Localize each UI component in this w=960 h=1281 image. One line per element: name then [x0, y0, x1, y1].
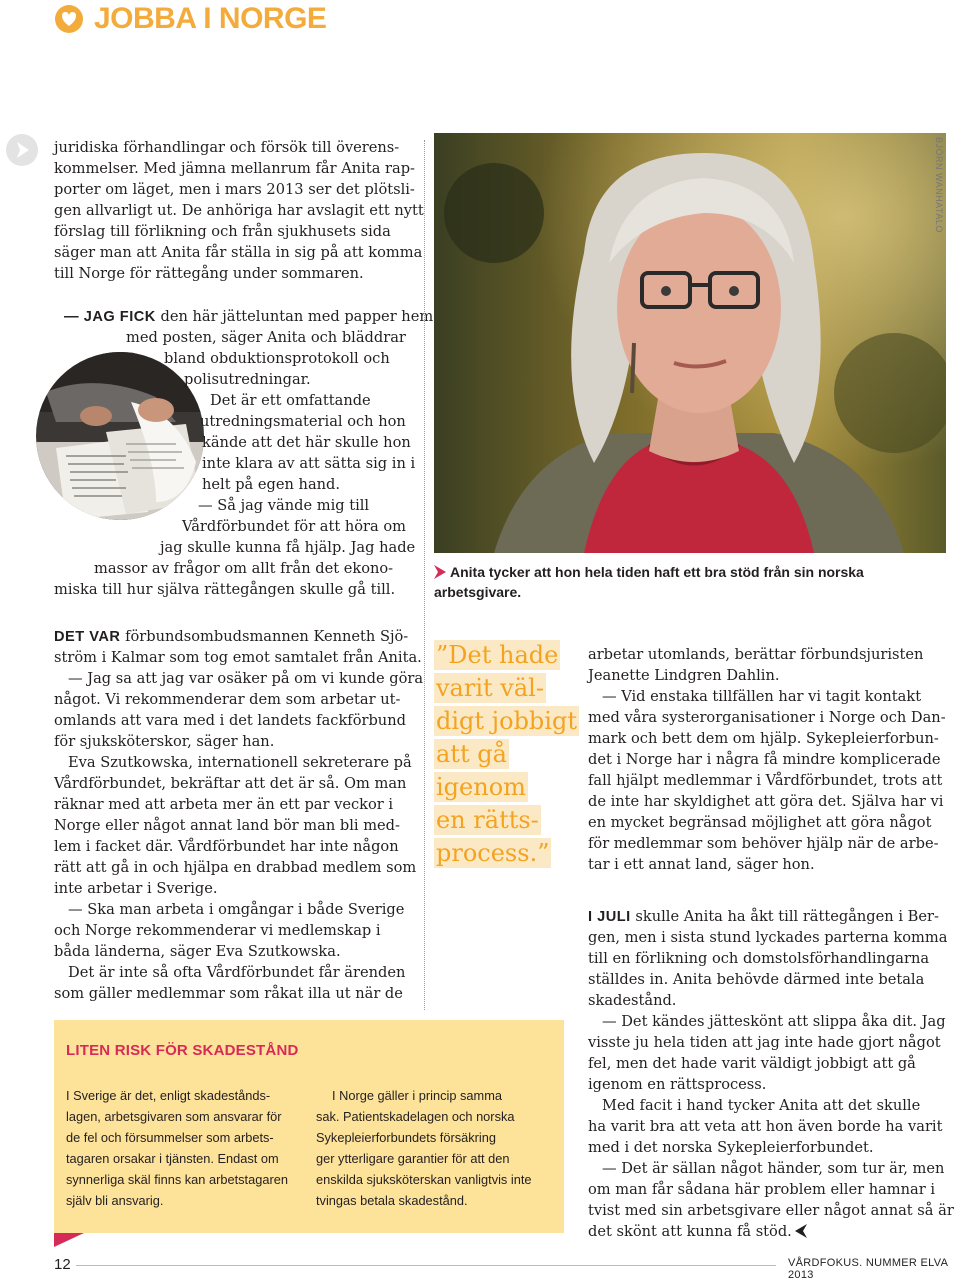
text-fragment: skulle Anita ha åkt till rättegången i Ber-	[630, 908, 939, 925]
text-line: lem i facket där. Vårdförbundet har inte någon	[54, 838, 399, 855]
text-line	[64, 306, 434, 327]
wrap-paragraph	[54, 306, 434, 600]
paragraph-gap	[588, 875, 948, 906]
text-line: — Det är sällan något händer, som tur är, men	[602, 1160, 945, 1177]
top-paragraph	[54, 137, 424, 284]
text-line: jag skulle kunna få hjälp. Jag hade	[160, 539, 416, 556]
text-line: tvist med sin arbetsgivare eller något annat så är	[588, 1202, 954, 1219]
text-line: till en förlikning och domstolsförhandlingarna	[588, 950, 930, 967]
text-line: massor av frågor om allt från det ekono-	[94, 560, 394, 577]
text-line: det i Norge har i några få mindre komplicerade	[588, 751, 941, 768]
publication-footer: VÅRDFOKUS. NUMMER ELVA 2013	[788, 1257, 948, 1281]
text-line: igenom en rättsprocess.	[588, 1076, 767, 1093]
quote-line: en rätts-	[436, 806, 539, 834]
text-line: enskilda sjuksköterskan vanligtvis inte	[316, 1172, 532, 1187]
text-line: med posten, säger Anita och bläddrar	[126, 329, 406, 346]
text-line: ställdes in. Anita behövde därmed inte betala	[588, 971, 925, 988]
section-title: JOBBA I NORGE	[94, 2, 327, 35]
text-line: I Sverige är det, enligt skadestånds-	[66, 1088, 271, 1103]
text-line: för sjuksköterskor, säger han.	[54, 733, 275, 750]
end-of-article-icon	[795, 1224, 807, 1238]
text-line: de fel och försummelser som arbets-	[66, 1130, 274, 1145]
text-line: förslag till förlikning och från sjukhusets sida	[54, 223, 391, 240]
lead-in: JAG FICK	[83, 309, 156, 325]
column-divider	[424, 140, 425, 1010]
text-line: med våra systerorganisationer i Norge och Dan-	[588, 709, 946, 726]
text-fragment: den här jätteluntan med papper hem	[155, 308, 434, 325]
text-line: Vårdförbundet för att höra om	[182, 518, 407, 535]
text-line	[54, 626, 424, 647]
text-line: inte klara av att sätta sig in i	[202, 455, 416, 472]
text-line: I Norge gäller i princip samma	[332, 1088, 502, 1103]
text-line: sak. Patientskadelagen och norska	[316, 1109, 515, 1124]
text-line: tvingas betala skadestånd.	[316, 1193, 468, 1208]
text-line: Jeanette Lindgren Dahlin.	[588, 667, 780, 684]
text-line: båda länderna, säger Eva Szutkowska.	[54, 943, 341, 960]
text-line: synnerliga skäl finns kan arbetstagaren	[66, 1172, 288, 1187]
lead-in: I JULI	[588, 909, 631, 925]
text-line: utredningsmaterial och hon	[200, 413, 406, 430]
quote-line: igenom	[436, 773, 526, 801]
page-number: 12	[54, 1256, 71, 1273]
pull-quote	[434, 640, 584, 871]
text-line: gen, men i sista stund lyckades parterna komma	[588, 929, 948, 946]
text-line: kände att det här skulle hon	[202, 434, 411, 451]
factbox-tab-icon	[54, 1233, 84, 1247]
quote-line: ”Det hade	[436, 641, 559, 669]
text-line	[588, 906, 948, 927]
text-line: kommelser. Med jämna mellanrum får Anita rap-	[54, 160, 415, 177]
text-line: porter om läget, men i mars 2013 ser det plötsli-	[54, 181, 415, 198]
text-line: som gäller medlemmar som råkat illa ut när de	[54, 985, 403, 1002]
text-line: Eva Szutkowska, internationell sekreterare på	[68, 754, 412, 771]
article-column-3	[588, 644, 954, 1242]
text-line: om man får sådana här problem eller hamnar i	[588, 1181, 936, 1198]
section-header	[54, 2, 326, 36]
text-line: Vårdförbundet, bekräftar att det är så. Om man	[54, 775, 407, 792]
text-line: och Norge rekommenderar vi medlemskap i	[54, 922, 381, 939]
article-column-1	[54, 626, 424, 1004]
continuation-chevron-icon	[5, 133, 39, 167]
text-line: ger ytterligare garantier för att den	[316, 1151, 510, 1166]
quote-line: process.”	[436, 839, 550, 867]
lead-dash: —	[64, 309, 80, 325]
caption-arrow-icon	[434, 565, 446, 579]
text-line: med i det norska Sykepleierforbundet.	[588, 1139, 874, 1156]
text-line: Norge eller något annat land bör man bli med-	[54, 817, 400, 834]
text-line: tar i ett annat land, säger hon.	[588, 856, 815, 873]
text-line: rätt att gå in och hjälpa en drabbad medlem som	[54, 859, 417, 876]
caption-text: Anita tycker att hon hela tiden haft ett bra stöd från sin norska arbetsgivare.	[434, 564, 864, 600]
quote-line: att gå	[436, 740, 507, 768]
text-line: helt på egen hand.	[202, 476, 341, 493]
text-line: tagaren orsakar i tjänsten. Endast om	[66, 1151, 279, 1166]
text-line: omlands att vara med i det landets fackförbund	[54, 712, 406, 729]
lead-in: DET VAR	[54, 629, 121, 645]
text-line: själv bli ansvarig.	[66, 1193, 164, 1208]
text-line: för medlemmar som behöver hjälp när de arbe-	[588, 835, 939, 852]
text-line: lagen, arbetsgivaren som ansvarar för	[66, 1109, 282, 1124]
footer-rule	[76, 1265, 776, 1266]
text-line: ström i Kalmar som tog emot samtalet från Anita.	[54, 649, 422, 666]
text-line: skadestånd.	[588, 992, 677, 1009]
text-line: miska till hur själva rättegången skulle gå till.	[54, 581, 396, 598]
text-line: mark och bett dem om hjälp. Sykepleierforbun-	[588, 730, 939, 747]
text-line: till Norge för rättegång under sommaren.	[54, 265, 364, 282]
portrait-photo	[434, 133, 946, 553]
text-line: räknar med att arbeta mer än ett par veckor i	[54, 796, 394, 813]
text-line: Med facit i hand tycker Anita att det skulle	[602, 1097, 921, 1114]
text-line: ha varit bra att veta att hon även borde ha varit	[588, 1118, 943, 1135]
photo-credit: BJÖRN WANHATALO	[934, 137, 944, 233]
text-line: — Så jag vände mig till	[198, 497, 370, 514]
text-fragment: det skönt att kunna få stöd.	[588, 1223, 792, 1240]
text-line: något. Vi rekommenderar dem som arbetar ut-	[54, 691, 401, 708]
text-line	[588, 1221, 948, 1242]
text-line: — Vid enstaka tillfällen har vi tagit kontakt	[602, 688, 922, 705]
text-line: polisutredningar.	[184, 371, 311, 388]
text-line: de inte har skyldighet att göra det. Själva har vi	[588, 793, 944, 810]
quote-line: digt jobbigt	[436, 707, 577, 735]
photo-caption	[434, 562, 944, 602]
text-line: säger man att Anita får ställa in sig på att komma	[54, 244, 423, 261]
text-line: — Jag sa att jag var osäker på om vi kunde göra	[68, 670, 424, 687]
text-line: en mycket begränsad möjlighet att göra något	[588, 814, 932, 831]
text-fragment: förbundsombudsmannen Kenneth Sjö-	[120, 628, 409, 645]
quote-line: varit väl-	[436, 674, 544, 702]
text-line: inte arbetar i Sverige.	[54, 880, 218, 897]
factbox-title: LITEN RISK FÖR SKADESTÅND	[66, 1042, 299, 1059]
text-line: arbetar utomlands, berättar förbundsjuristen	[588, 646, 924, 663]
text-line: Sykepleierforbundets försäkring	[316, 1130, 496, 1145]
factbox-column-2	[316, 1085, 532, 1211]
text-line: visste ju hela tiden att jag inte hade gjort något	[588, 1034, 941, 1051]
text-line: — Ska man arbeta i omgångar i både Sverige	[68, 901, 405, 918]
text-line: juridiska förhandlingar och försök till överens-	[54, 139, 400, 156]
factbox-column-1	[66, 1085, 288, 1211]
text-line: gen allvarligt ut. De anhöriga har avslagit ett nytt	[54, 202, 424, 219]
text-line: — Det kändes jätteskönt att slippa åka dit. Jag	[602, 1013, 946, 1030]
text-line: fall hjälpt medlemmar i Vårdförbundet, trots att	[588, 772, 943, 789]
heart-logo-icon	[54, 4, 84, 34]
text-line: bland obduktionsprotokoll och	[164, 350, 390, 367]
text-line: fel, men det hade varit väldigt jobbigt att gå	[588, 1055, 916, 1072]
text-line: Det är inte så ofta Vårdförbundet får ärenden	[68, 964, 406, 981]
text-line: Det är ett omfattande	[210, 392, 371, 409]
